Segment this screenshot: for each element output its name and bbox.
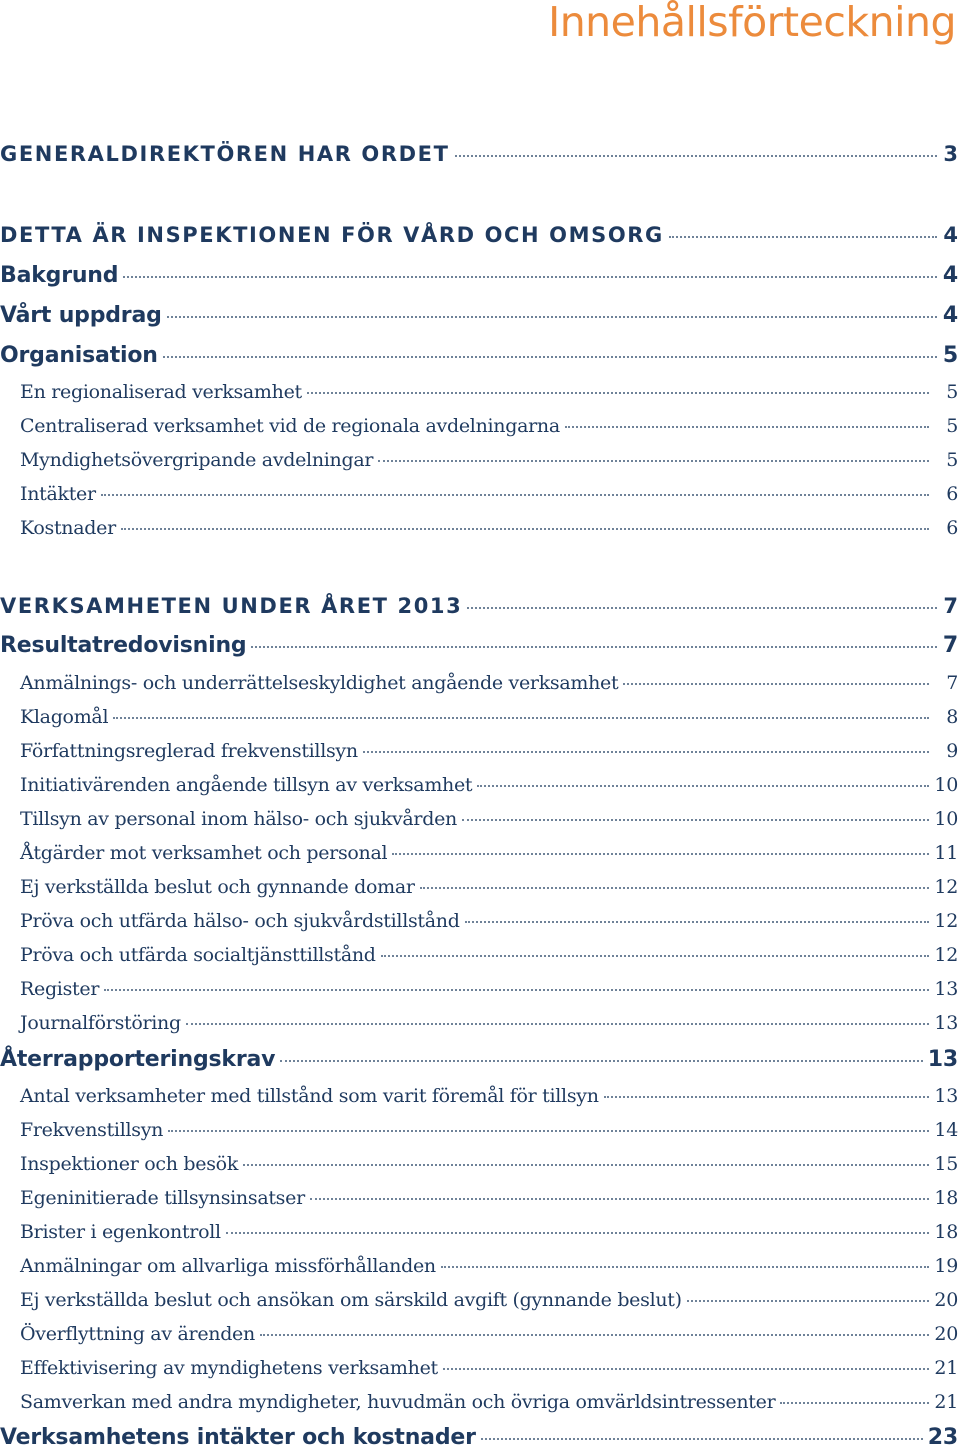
dot-leader: [104, 989, 929, 991]
dot-leader: [186, 1023, 929, 1025]
toc-entry-egeninitierade[interactable]: [20, 1187, 958, 1209]
dot-leader: [604, 1096, 929, 1098]
toc-entry-label: Samverkan med andra myndigheter, huvudmän och övriga omvärldsintressenter: [20, 1391, 776, 1413]
toc-page-number: 7: [946, 672, 958, 694]
toc-entry-centraliserad[interactable]: [20, 415, 958, 437]
toc-entry-socialtjanst-tillstand[interactable]: [20, 944, 958, 966]
toc-entry-anmalningar-missforhallanden[interactable]: [20, 1255, 958, 1277]
toc-entry-effektivisering[interactable]: [20, 1357, 958, 1379]
dot-leader: [243, 1164, 929, 1166]
toc-entry-resultatredovisning[interactable]: [0, 633, 958, 658]
page-title: Innehållsförteckning: [548, 0, 956, 46]
toc-entry-antal-verksamheter[interactable]: [20, 1085, 958, 1107]
toc-entry-anmalnings[interactable]: [20, 672, 958, 694]
dot-leader: [307, 392, 929, 394]
toc-page-number: 12: [934, 910, 958, 932]
dot-leader: [101, 494, 929, 496]
toc-page-number: 23: [927, 1425, 958, 1450]
toc-entry-verksamheten-2013[interactable]: [0, 594, 958, 618]
toc-entry-label: En regionaliserad verksamhet: [20, 381, 302, 403]
toc-entry-journalforstoring[interactable]: [20, 1012, 958, 1034]
toc-page-number: 5: [946, 381, 958, 403]
toc-entry-label: Antal verksamheter med tillstånd som varit föremål för tillsyn: [20, 1085, 599, 1107]
toc-page-number: 13: [934, 978, 958, 1000]
toc-entry-frekvenstillsyn[interactable]: [20, 1119, 958, 1141]
dot-leader: [420, 887, 929, 889]
toc-entry-label: Kostnader: [20, 517, 116, 539]
dot-leader: [465, 921, 929, 923]
toc-entry-label: Brister i egenkontroll: [20, 1221, 221, 1243]
dot-leader: [226, 1232, 929, 1234]
toc-entry-brister[interactable]: [20, 1221, 958, 1243]
toc-entry-label: Effektivisering av myndighetens verksamhet: [20, 1357, 438, 1379]
toc-entry-label: Överflyttning av ärenden: [20, 1323, 255, 1345]
toc-entry-klagomal[interactable]: [20, 706, 958, 728]
toc-page-number: 12: [934, 876, 958, 898]
toc-entry-label: Journalförstöring: [20, 1012, 181, 1034]
toc-page-number: 8: [946, 706, 958, 728]
toc-page-number: 4: [942, 303, 958, 328]
dot-leader: [168, 1130, 929, 1132]
dot-leader: [251, 646, 937, 648]
toc-entry-samverkan[interactable]: [20, 1391, 958, 1413]
toc-page-number: 6: [946, 517, 958, 539]
toc-page-number: 18: [934, 1221, 958, 1243]
toc-entry-label: Centraliserad verksamhet vid de regionala avdelningarna: [20, 415, 560, 437]
toc-entry-organisation[interactable]: [0, 343, 958, 368]
toc-page-number: 9: [946, 740, 958, 762]
dot-leader: [378, 460, 929, 462]
dot-leader: [462, 819, 929, 821]
toc-page-number: 13: [934, 1012, 958, 1034]
toc-page-number: 4: [943, 223, 958, 247]
toc-entry-atgarder[interactable]: [20, 842, 958, 864]
toc-entry-label: Pröva och utfärda hälso- och sjukvårdstillstånd: [20, 910, 460, 932]
dot-leader: [467, 607, 937, 609]
toc-entry-ej-verkstallda-domar[interactable]: [20, 876, 958, 898]
dot-leader: [163, 356, 937, 358]
dot-leader: [780, 1402, 929, 1404]
toc-entry-ej-verkstallda-avgift[interactable]: [20, 1289, 958, 1311]
toc-page-number: 10: [934, 774, 958, 796]
dot-leader: [477, 785, 929, 787]
toc-entry-overflyttning[interactable]: [20, 1323, 958, 1345]
dot-leader: [392, 853, 929, 855]
dot-leader: [565, 426, 929, 428]
toc-entry-tillsyn-personal[interactable]: [20, 808, 958, 830]
toc-entry-aterrapporteringskrav[interactable]: [0, 1047, 958, 1072]
toc-entry-label: Anmälnings- och underrättelseskyldighet angående verksamhet: [20, 672, 619, 694]
dot-leader: [113, 717, 929, 719]
dot-leader: [623, 683, 929, 685]
toc-entry-label: Intäkter: [20, 483, 96, 505]
toc-page-number: 21: [934, 1357, 958, 1379]
toc-entry-bakgrund[interactable]: [0, 263, 958, 288]
dot-leader: [167, 316, 937, 318]
toc-page-number: 11: [934, 842, 958, 864]
toc-entry-myndighetsovergripande[interactable]: [20, 449, 958, 471]
toc-entry-label: Klagomål: [20, 706, 109, 728]
toc-entry-initiativarenden[interactable]: [20, 774, 958, 796]
toc-entry-hs-tillstand[interactable]: [20, 910, 958, 932]
dot-leader: [121, 528, 929, 530]
toc-entry-label: Ej verkställda beslut och ansökan om särskild avgift (gynnande beslut): [20, 1289, 682, 1311]
toc-entry-label: Inspektioner och besök: [20, 1153, 239, 1175]
dot-leader: [280, 1060, 923, 1062]
toc-entry-label: Ej verkställda beslut och gynnande domar: [20, 876, 415, 898]
toc-page-number: 18: [934, 1187, 958, 1209]
dot-leader: [481, 1438, 923, 1440]
toc-entry-label: Åtgärder mot verksamhet och personal: [20, 842, 388, 864]
toc-page-number: 7: [943, 594, 958, 618]
toc-entry-label: Författningsreglerad frekvenstillsyn: [20, 740, 358, 762]
toc-page-number: 20: [934, 1289, 958, 1311]
toc-entry-label: Organisation: [0, 343, 158, 368]
toc-page-number: 13: [927, 1047, 958, 1072]
dot-leader: [443, 1368, 929, 1370]
dot-leader: [123, 276, 937, 278]
toc-entry-intakter[interactable]: [20, 483, 958, 505]
toc-page-number: 5: [946, 449, 958, 471]
toc-page-number: 20: [934, 1323, 958, 1345]
dot-leader: [687, 1300, 929, 1302]
toc-entry-label: Tillsyn av personal inom hälso- och sjukvården: [20, 808, 457, 830]
toc-entry-inspektioner[interactable]: [20, 1153, 958, 1175]
dot-leader: [260, 1334, 929, 1336]
toc-page-number: 6: [946, 483, 958, 505]
toc-page-number: 15: [934, 1153, 958, 1175]
toc-entry-detta-ar-ivo[interactable]: [0, 223, 958, 247]
toc-page-number: 10: [934, 808, 958, 830]
toc-entry-label: Pröva och utfärda socialtjänsttillstånd: [20, 944, 376, 966]
toc-entry-frekvenstillsyn-forfattning[interactable]: [20, 740, 958, 762]
toc-page-number: 19: [934, 1255, 958, 1277]
toc-entry-intakter-kostnader[interactable]: [0, 1425, 958, 1450]
toc-entry-kostnader[interactable]: [20, 517, 958, 539]
toc-page-number: 4: [942, 263, 958, 288]
toc-entry-label: Resultatredovisning: [0, 633, 247, 658]
toc-entry-label: Egeninitierade tillsynsinsatser: [20, 1187, 305, 1209]
toc-entry-label: DETTA ÄR INSPEKTIONEN FÖR VÅRD OCH OMSORG: [0, 223, 664, 247]
toc-entry-generaldirektoren[interactable]: [0, 142, 958, 166]
toc-page-number: 5: [946, 415, 958, 437]
toc-entry-label: Anmälningar om allvarliga missförhållanden: [20, 1255, 436, 1277]
toc-entry-label: Återrapporteringskrav: [0, 1047, 276, 1072]
toc-page-number: 3: [943, 142, 958, 166]
toc-entry-label: GENERALDIREKTÖREN HAR ORDET: [0, 142, 450, 166]
toc-entry-label: Vårt uppdrag: [0, 303, 162, 328]
toc-entry-register[interactable]: [20, 978, 958, 1000]
toc-entry-label: Frekvenstillsyn: [20, 1119, 164, 1141]
dot-leader: [669, 236, 937, 238]
toc-entry-label: Initiativärenden angående tillsyn av verksamhet: [20, 774, 473, 796]
toc-page-number: 12: [934, 944, 958, 966]
toc-entry-label: Myndighetsövergripande avdelningar: [20, 449, 374, 471]
dot-leader: [381, 955, 929, 957]
toc-entry-vart-uppdrag[interactable]: [0, 303, 958, 328]
toc-page-number: 14: [934, 1119, 958, 1141]
toc-page-number: 21: [934, 1391, 958, 1413]
toc-entry-label: Bakgrund: [0, 263, 119, 288]
dot-leader: [310, 1198, 929, 1200]
toc-entry-label: VERKSAMHETEN UNDER ÅRET 2013: [0, 594, 463, 618]
toc-page-number: 7: [942, 633, 958, 658]
toc-entry-regionaliserad[interactable]: [20, 381, 958, 403]
toc-entry-label: Register: [20, 978, 100, 1000]
toc-entry-label: Verksamhetens intäkter och kostnader: [0, 1425, 476, 1450]
toc-page-number: 5: [942, 343, 958, 368]
toc-page-number: 13: [934, 1085, 958, 1107]
dot-leader: [363, 751, 929, 753]
dot-leader: [441, 1266, 929, 1268]
dot-leader: [455, 155, 937, 157]
